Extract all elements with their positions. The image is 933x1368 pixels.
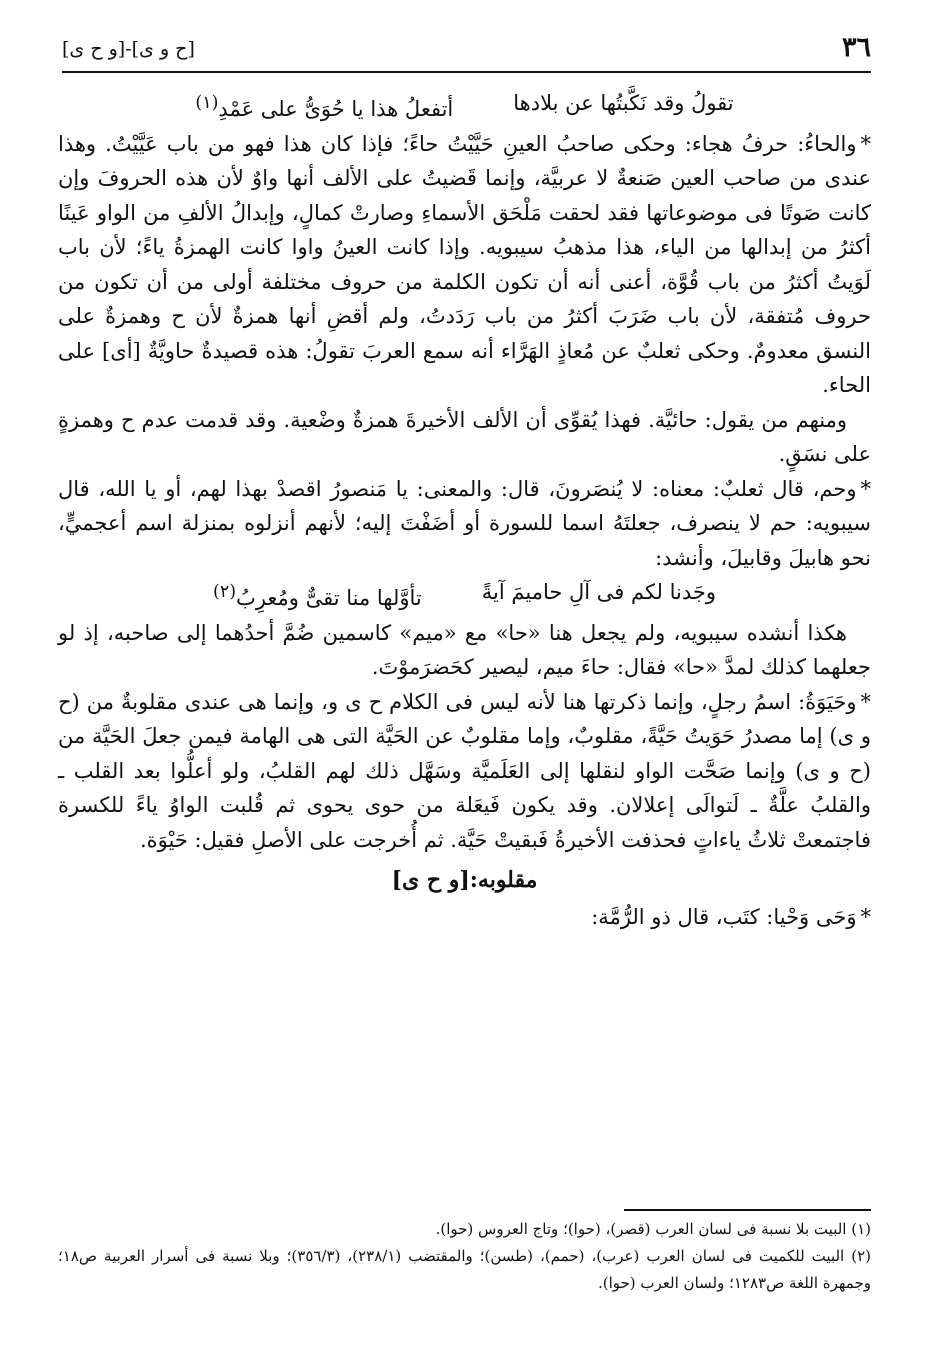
footnote-1: (١) البيت بلا نسبة فى لسان العرب (قصر)، (حوا)؛ وتاج العروس (حوا).: [435, 1220, 871, 1238]
paragraph-haiyya: ومنهم من يقول: حائيَّة. فهذا يُقوِّى أن الألف الأخيرةَ همزةٌ وضْعية. وقد قدمت عدم ح وهمزةٍ على نسَقٍ.: [58, 407, 871, 466]
footnotes: [58, 1216, 871, 1297]
verse-2-second-hemistich: تأوَّلها منا تقىٌّ ومُعرِبُ$^{(٢)}$: [212, 582, 422, 610]
verse-1-first-hemistich: تقولُ وقد نَكَّبتُها عن بلادها: [513, 91, 734, 115]
footnote-2: (٢) البيت للكميت فى لسان العرب (عرب)، (حمم)، (طسن)؛ والمقتضب (٢٣٨/١)، (٣٥٦/٣)؛ وبلا نسبة فى أسرار العربية ص١٨؛ وجمهرة اللغة ص١٢٨٣؛ ولسان العرب (حوا).: [58, 1247, 871, 1292]
verse-2: [58, 575, 871, 616]
page-header: [62, 30, 871, 68]
page-body: [58, 86, 871, 934]
footnote-rule: [624, 1209, 871, 1211]
entry-marker: *: [860, 131, 871, 156]
footnote-ref-2: (٢): [212, 582, 237, 602]
paragraph-sibawayh: هكذا أنشده سيبويه، ولم يجعل هنا «حا» مع «ميم» كاسمين ضُمَّ أحدُهما إلى صاحبه، إذ لو جعلهما كذلك لمدَّ «حا» فقال: حاءَ ميم، ليصير كحَضرَموْتَ.: [58, 620, 871, 679]
entry-wahy: *وَحَى وَحْيا: كتَب، قال ذو الرُّمَّة:: [591, 904, 871, 929]
section-heading: مقلوبه:[و ح ى]: [391, 867, 538, 893]
header-rule: [62, 71, 871, 73]
verse-1: [58, 86, 871, 127]
verse-1-second-hemistich: أتفعلُ هذا يا حُوَىُّ على عَمْدِ$^{(١)}$: [195, 93, 454, 121]
entry-marker: *: [860, 689, 871, 714]
entry-marker: *: [860, 476, 871, 501]
page-number: ٣٦: [841, 32, 871, 63]
entry-haywa: *وحَيَوَةُ: اسمُ رجلٍ، وإنما ذكرتها هنا لأنه ليس فى الكلام ح ى و، وإنما هى عندى مقلوبةٌ من (ح و ى) إما مصدرُ حَوَيتُ حَيَّةً، مقلوبٌ، وإما مقلوبٌ عن الحَيَّة التى هى الهامة فيمن جعلَ الحَيَّة من (ح و ى) وإنما صَحَّت الواو لنقلها إلى العَلَميَّة وسَهَّل ذلك لهم القلبُ، ولو أعلُّوا بعد القلب ـ والقلبُ علَّةٌ ـ لَتوالَى إعلالان. وقد يكون فَيعَلة من حوى يحوى ثم قُلبت الواوُ ياءً للكسرة فاجتمعتْ ثلاثُ ياءاتٍ فحذفت الأخيرةُ فَبقيتْ حَيَّة. ثم أُخرجت على الأصلِ فقيل: حَيْوَة.: [58, 689, 871, 852]
footnote-ref-1: (١): [195, 93, 219, 113]
entry-haa: *والحاءُ: حرفُ هجاء: وحكى صاحبُ العينِ حَيَّيْتُ حاءً؛ فإذا كان هذا فهو من باب عَيَّيْتُ. وهذا عندى من صاحب العين صَنعةٌ لا عربيَّة، وإنما قَضيتُ على الألف أنها واوٌ لأن هذه الحروفَ وإن كانت صَوتًا فى موضوعاتها فقد لحقت مَلْحَق الأسماءِ وصارتْ كمالٍ، وإبدالُ الألفِ من الواو عَينًا أكثرُ من إبدالها من الياء، هذا مذهبُ سيبويه. وإذا كانت العينُ واوا كانت الهمزةُ ياءً؛ لأن باب لَوَيتُ أكثرُ من باب قُوَّة، أعنى أنه أن تكون الكلمة من حروف مختلفة أولى من أن تكون من حروف مُتفقة، لأن باب ضَرَبَ أكثرُ من باب رَدَدتُ، ولم أقضِ أنها همزةٌ لأن ح وهمزةٌ على النسق معدومٌ. وحكى ثعلبٌ عن مُعاذٍ الهَرَّاء أنه سمع العربَ تقولُ: هذه قصيدةٌ حاويَّةٌ [أى] على الحاء.: [58, 131, 871, 397]
entry-marker: *: [860, 904, 871, 929]
running-head: [ح و ى]-[و ح ى]: [62, 38, 195, 60]
verse-2-first-hemistich: وجَدنا لكم فى آلِ حاميمَ آيةً: [481, 580, 717, 604]
entry-ham: *وحم، قال ثعلبٌ: معناه: لا يُنصَرونَ، قال: والمعنى: يا مَنصورُ اقصدْ بهذا لهم، أو يا الله، قال سيبويه: حم لا ينصرف، جعلتَهُ اسما للسورة أو أضَفْتَ إليه؛ لأنهم أنزلوه بمنزلة اسم أعجميٍّ، نحو هابيلَ وقابيلَ، وأنشد:: [58, 476, 871, 570]
